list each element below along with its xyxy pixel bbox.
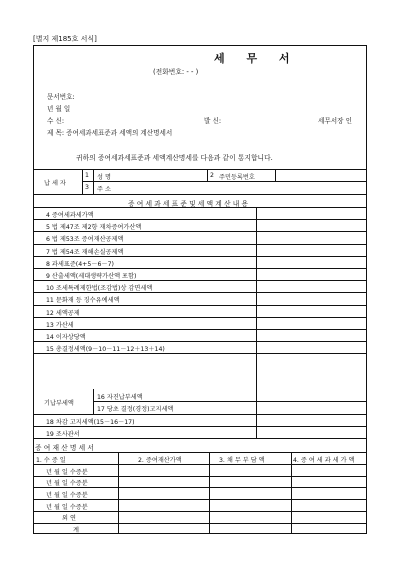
recipient-label: 수 신: (47, 117, 65, 125)
item-row-19: 19 조사관서 (46, 431, 80, 438)
schedule-header-date: 1. 수 증 일 (36, 457, 66, 464)
schedule-row-5: 외 연 (62, 515, 76, 523)
schedule-header-taxable: 4. 증 여 세 과 세 가 액 (293, 457, 355, 464)
schedule-row-3: 년 월 일 수증분 (46, 491, 88, 499)
address-label: 주 소 (97, 186, 111, 193)
form-number-label: [별지 제185호 서식] (33, 35, 97, 43)
name-label: 성 명 (97, 174, 111, 181)
schedule-row-2: 년 월 일 수증분 (46, 480, 88, 488)
item-row-15: 15 총결정세액(9－10－11－12＋13＋14) (46, 346, 165, 354)
address-number: 3 (85, 184, 89, 191)
item-row-18: 18 차감 고지세액(15－16－17) (46, 419, 135, 426)
schedule-header-debt: 3. 채 무 부 담 액 (219, 457, 265, 464)
resident-id-label: 주민등록번호 (219, 174, 255, 181)
item-row-14: 14 이자상당액 (46, 334, 86, 341)
item-row-13: 13 가산세 (46, 321, 74, 329)
date-label: 년 월 일 (47, 105, 71, 113)
schedule-row-4: 년 월 일 수증분 (46, 503, 88, 511)
schedule-row-1: 년 월 일 수증분 (46, 468, 88, 476)
page-title: 세 무 서 (214, 52, 299, 65)
item-row-11: 11 문화재 등 징수유예세액 (46, 297, 120, 305)
schedule-header-value: 2. 증여재산가액 (138, 457, 182, 464)
name-number: 1 (85, 172, 89, 179)
taxpayer-label: 납 세 자 (44, 180, 66, 187)
sender-label: 발 신: (204, 117, 222, 125)
office-head-seal: 세무서장 인 (318, 117, 352, 125)
item-row-12: 12 세액공제 (46, 309, 80, 317)
item-row-4: 4 증여세과세가액 (46, 212, 94, 219)
original-notice-tax-item: 17 당초 결정(경정)고지세액 (97, 406, 174, 413)
item-row-6: 6 법 제53조 증여재산공제액 (46, 236, 124, 244)
document-number-label: 문서번호: (47, 93, 75, 101)
notice-text: 귀하의 증여세과세표준과 세액계산명세를 다음과 같이 통지합니다. (76, 154, 273, 162)
phone-line: (전화번호: - - ) (153, 68, 199, 76)
section-title: 증 여 세 과 세 표 준 및 세 액 계 산 내 용 (128, 200, 249, 208)
schedule-row-6: 계 (73, 527, 79, 534)
self-paid-tax-item: 16 자진납부세액 (97, 394, 143, 401)
item-row-7: 7 법 제54조 재해손실공제액 (46, 248, 124, 256)
id-number-index: 2 (210, 172, 214, 179)
schedule-title: 증 여 재 산 명 세 서 (35, 444, 94, 452)
item-row-8: 8 과세표준(4+5－6－7) (46, 260, 114, 268)
item-row-5: 5 법 제47조 제2항 재차증여가산액 (46, 224, 142, 232)
subject-label: 제 목: 증여세과세표준과 세액의 계산명세서 (47, 129, 173, 137)
prepaid-tax-label: 기납부세액 (44, 400, 74, 407)
item-row-10: 10 조세특례제한법(조감법)상 감면세액 (46, 285, 153, 293)
item-row-9: 9 산출세액(세대생략가산액 포함) (46, 273, 137, 280)
